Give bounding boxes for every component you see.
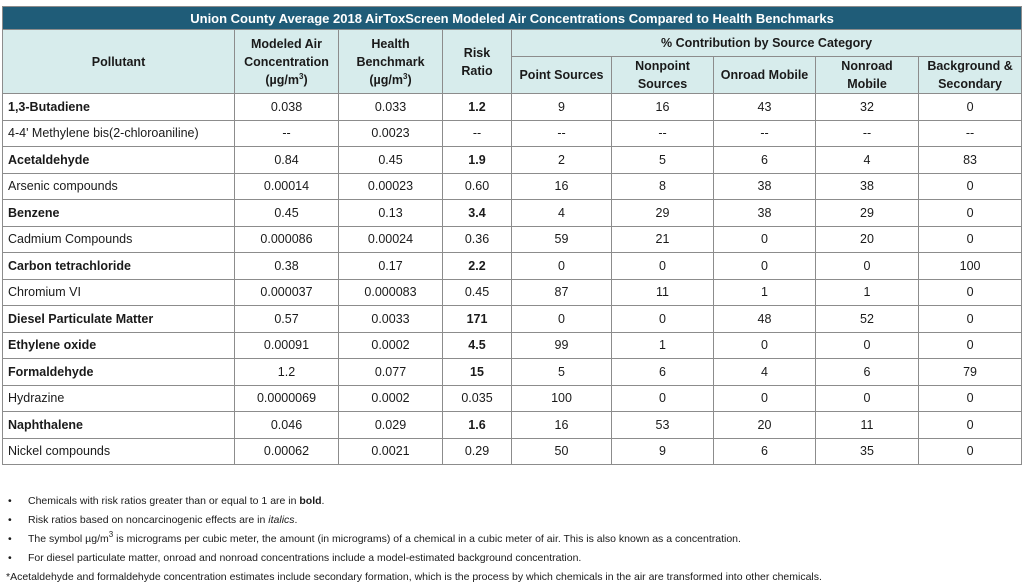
table-row	[3, 359, 1022, 386]
nonroad-mobile-cell: 0	[816, 253, 919, 280]
header-point-sources: Point Sources	[512, 57, 612, 94]
onroad-mobile-cell: 43	[714, 94, 816, 121]
pollutant-name: Nickel compounds	[3, 438, 235, 465]
header-background-secondary: Background & Secondary	[919, 57, 1022, 94]
risk-ratio-cell: 0.36	[443, 226, 512, 253]
onroad-mobile-cell: 6	[714, 147, 816, 174]
background-secondary-cell: 79	[919, 359, 1022, 386]
header-risk-ratio: Risk Ratio	[443, 30, 512, 94]
header-onroad-mobile: Onroad Mobile	[714, 57, 816, 94]
modeled-concentration-cell: 0.0000069	[235, 385, 339, 412]
pollutant-name: Chromium VI	[3, 279, 235, 306]
health-benchmark-cell: 0.077	[339, 359, 443, 386]
risk-ratio-cell: 171	[443, 306, 512, 333]
modeled-concentration-cell: 0.45	[235, 200, 339, 227]
onroad-mobile-cell: 38	[714, 200, 816, 227]
pollutant-name: Carbon tetrachloride	[3, 253, 235, 280]
onroad-mobile-cell: 6	[714, 438, 816, 465]
background-secondary-cell: 0	[919, 226, 1022, 253]
risk-ratio-cell: 2.2	[443, 253, 512, 280]
modeled-concentration-cell: 0.000037	[235, 279, 339, 306]
modeled-concentration-cell: 0.000086	[235, 226, 339, 253]
pollutant-name: Cadmium Compounds	[3, 226, 235, 253]
background-secondary-cell: 100	[919, 253, 1022, 280]
health-benchmark-cell: 0.17	[339, 253, 443, 280]
note-units: • The symbol $\mu g/m^3$ is micrograms per cubic meter, the amount (in micrograms) of a chemical in a cubic meter of air. This is also known as a concentration.	[6, 530, 1016, 549]
nonroad-mobile-cell: 20	[816, 226, 919, 253]
table-row	[3, 120, 1022, 147]
modeled-concentration-cell: 1.2	[235, 359, 339, 386]
risk-ratio-cell: 3.4	[443, 200, 512, 227]
pollutant-name: Benzene	[3, 200, 235, 227]
onroad-mobile-cell: 20	[714, 412, 816, 439]
table-row	[3, 385, 1022, 412]
point-sources-cell: 99	[512, 332, 612, 359]
background-secondary-cell: 0	[919, 412, 1022, 439]
point-sources-cell: 0	[512, 306, 612, 333]
background-secondary-cell: 0	[919, 200, 1022, 227]
pollutant-name: Ethylene oxide	[3, 332, 235, 359]
point-sources-cell: 87	[512, 279, 612, 306]
nonpoint-sources-cell: 1	[612, 332, 714, 359]
point-sources-cell: 100	[512, 385, 612, 412]
risk-ratio-cell: 1.9	[443, 147, 512, 174]
nonroad-mobile-cell: 35	[816, 438, 919, 465]
background-secondary-cell: 0	[919, 94, 1022, 121]
nonpoint-sources-cell: 6	[612, 359, 714, 386]
modeled-concentration-cell: 0.046	[235, 412, 339, 439]
pollutant-name: Naphthalene	[3, 412, 235, 439]
risk-ratio-cell: 0.45	[443, 279, 512, 306]
table-row	[3, 147, 1022, 174]
nonroad-mobile-cell: 0	[816, 385, 919, 412]
risk-ratio-cell: 15	[443, 359, 512, 386]
point-sources-cell: 5	[512, 359, 612, 386]
health-benchmark-cell: 0.00024	[339, 226, 443, 253]
background-secondary-cell: 0	[919, 279, 1022, 306]
header-nonpoint-sources: Nonpoint Sources	[612, 57, 714, 94]
nonpoint-sources-cell: 0	[612, 306, 714, 333]
risk-ratio-cell: 0.60	[443, 173, 512, 200]
table-row	[3, 279, 1022, 306]
risk-ratio-cell: --	[443, 120, 512, 147]
point-sources-cell: 0	[512, 253, 612, 280]
bullet-icon: •	[8, 495, 12, 507]
bullet-icon: •	[8, 552, 12, 564]
health-benchmark-cell: 0.0002	[339, 385, 443, 412]
footnotes	[6, 492, 1016, 587]
modeled-concentration-cell: --	[235, 120, 339, 147]
nonpoint-sources-cell: 0	[612, 385, 714, 412]
point-sources-cell: 16	[512, 412, 612, 439]
point-sources-cell: --	[512, 120, 612, 147]
table-row	[3, 438, 1022, 465]
pollutant-name: 1,3-Butadiene	[3, 94, 235, 121]
nonroad-mobile-cell: 38	[816, 173, 919, 200]
point-sources-cell: 59	[512, 226, 612, 253]
health-benchmark-cell: 0.000083	[339, 279, 443, 306]
pollutant-name: Hydrazine	[3, 385, 235, 412]
pollutant-name: Diesel Particulate Matter	[3, 306, 235, 333]
nonpoint-sources-cell: 53	[612, 412, 714, 439]
note-diesel: • For diesel particulate matter, onroad and nonroad concentrations include a model-estimated background concentration.	[6, 549, 1016, 568]
risk-ratio-cell: 1.6	[443, 412, 512, 439]
pollutant-name: Acetaldehyde	[3, 147, 235, 174]
background-secondary-cell: 0	[919, 385, 1022, 412]
health-benchmark-cell: 0.0023	[339, 120, 443, 147]
table-row	[3, 253, 1022, 280]
risk-ratio-cell: 1.2	[443, 94, 512, 121]
nonroad-mobile-cell: 4	[816, 147, 919, 174]
background-secondary-cell: 0	[919, 332, 1022, 359]
point-sources-cell: 4	[512, 200, 612, 227]
nonpoint-sources-cell: 8	[612, 173, 714, 200]
onroad-mobile-cell: 0	[714, 332, 816, 359]
note-secondary-formation: *Acetaldehyde and formaldehyde concentration estimates include secondary formation, which is the process by which chemicals in the air are transformed into other chemicals.	[6, 571, 822, 583]
onroad-mobile-cell: 0	[714, 226, 816, 253]
nonpoint-sources-cell: 21	[612, 226, 714, 253]
nonpoint-sources-cell: 0	[612, 253, 714, 280]
header-modeled-concentration: Modeled Air Concentration $(\mu g/m^3)$	[235, 30, 339, 94]
header-contribution-group: % Contribution by Source Category	[512, 30, 1022, 57]
point-sources-cell: 9	[512, 94, 612, 121]
nonroad-mobile-cell: 11	[816, 412, 919, 439]
modeled-concentration-cell: 0.00062	[235, 438, 339, 465]
pollutant-name: Arsenic compounds	[3, 173, 235, 200]
modeled-concentration-cell: 0.57	[235, 306, 339, 333]
onroad-mobile-cell: 38	[714, 173, 816, 200]
modeled-concentration-cell: 0.00091	[235, 332, 339, 359]
nonpoint-sources-cell: 9	[612, 438, 714, 465]
bullet-icon: •	[8, 533, 12, 545]
health-benchmark-cell: 0.033	[339, 94, 443, 121]
table-row	[3, 306, 1022, 333]
pollutant-name: 4-4' Methylene bis(2-chloroaniline)	[3, 120, 235, 147]
health-benchmark-cell: 0.45	[339, 147, 443, 174]
background-secondary-cell: 0	[919, 173, 1022, 200]
health-benchmark-cell: 0.0033	[339, 306, 443, 333]
onroad-mobile-cell: 0	[714, 385, 816, 412]
onroad-mobile-cell: --	[714, 120, 816, 147]
nonroad-mobile-cell: --	[816, 120, 919, 147]
point-sources-cell: 2	[512, 147, 612, 174]
health-benchmark-cell: 0.0021	[339, 438, 443, 465]
table-title: Union County Average 2018 AirToxScreen Modeled Air Concentrations Compared to Health Benchmarks	[3, 7, 1022, 30]
health-benchmark-cell: 0.0002	[339, 332, 443, 359]
point-sources-cell: 50	[512, 438, 612, 465]
background-secondary-cell: 0	[919, 438, 1022, 465]
nonpoint-sources-cell: 11	[612, 279, 714, 306]
table-row	[3, 226, 1022, 253]
table-row	[3, 200, 1022, 227]
note-bold: • Chemicals with risk ratios greater than or equal to 1 are in bold.	[6, 492, 1016, 511]
onroad-mobile-cell: 0	[714, 253, 816, 280]
background-secondary-cell: 0	[919, 306, 1022, 333]
nonpoint-sources-cell: 16	[612, 94, 714, 121]
risk-ratio-cell: 0.035	[443, 385, 512, 412]
nonpoint-sources-cell: --	[612, 120, 714, 147]
table-row	[3, 173, 1022, 200]
nonroad-mobile-cell: 32	[816, 94, 919, 121]
pollutant-name: Formaldehyde	[3, 359, 235, 386]
nonpoint-sources-cell: 29	[612, 200, 714, 227]
table-row	[3, 94, 1022, 121]
table-row	[3, 332, 1022, 359]
modeled-concentration-cell: 0.84	[235, 147, 339, 174]
header-pollutant: Pollutant	[3, 30, 235, 94]
header-health-benchmark: Health Benchmark $(\mu g/m^3)$	[339, 30, 443, 94]
pollutant-table	[2, 6, 1022, 465]
nonroad-mobile-cell: 6	[816, 359, 919, 386]
health-benchmark-cell: 0.13	[339, 200, 443, 227]
bullet-icon: •	[8, 514, 12, 526]
risk-ratio-cell: 4.5	[443, 332, 512, 359]
header-nonroad-mobile: Nonroad Mobile	[816, 57, 919, 94]
onroad-mobile-cell: 4	[714, 359, 816, 386]
note-italics: • Risk ratios based on noncarcinogenic effects are in italics.	[6, 511, 1016, 530]
health-benchmark-cell: 0.029	[339, 412, 443, 439]
background-secondary-cell: --	[919, 120, 1022, 147]
modeled-concentration-cell: 0.38	[235, 253, 339, 280]
table-row	[3, 412, 1022, 439]
nonroad-mobile-cell: 52	[816, 306, 919, 333]
nonroad-mobile-cell: 29	[816, 200, 919, 227]
onroad-mobile-cell: 48	[714, 306, 816, 333]
background-secondary-cell: 83	[919, 147, 1022, 174]
modeled-concentration-cell: 0.00014	[235, 173, 339, 200]
nonroad-mobile-cell: 0	[816, 332, 919, 359]
health-benchmark-cell: 0.00023	[339, 173, 443, 200]
modeled-concentration-cell: 0.038	[235, 94, 339, 121]
onroad-mobile-cell: 1	[714, 279, 816, 306]
nonpoint-sources-cell: 5	[612, 147, 714, 174]
point-sources-cell: 16	[512, 173, 612, 200]
risk-ratio-cell: 0.29	[443, 438, 512, 465]
nonroad-mobile-cell: 1	[816, 279, 919, 306]
